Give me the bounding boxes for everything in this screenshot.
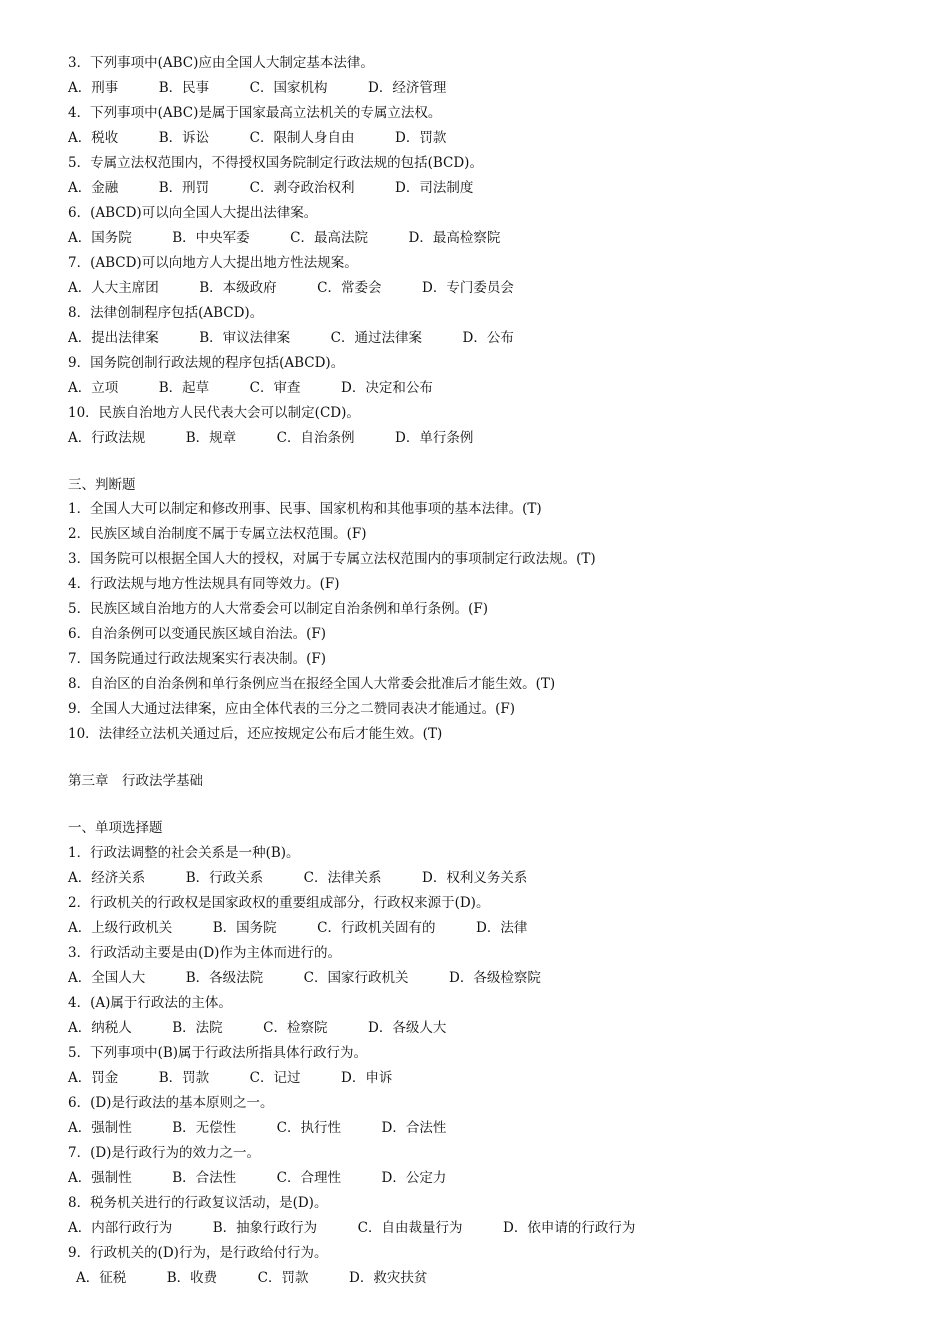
text-line: A．国务院 B．中央军委 C．最高法院 D．最高检察院 (68, 230, 501, 246)
text-line: A．税收 B．诉讼 C．限制人身自由 D．罚款 (68, 130, 447, 146)
text-line: 1．全国人大可以制定和修改刑事、民事、国家机构和其他事项的基本法律。(T) (68, 501, 542, 517)
text-line: 一、单项选择题 (68, 820, 163, 836)
text-line: A．上级行政机关 B．国务院 C．行政机关固有的 D．法律 (68, 920, 528, 936)
text-line: A．立项 B．起草 C．审查 D．决定和公布 (68, 380, 433, 396)
text-line: A．全国人大 B．各级法院 C．国家行政机关 D．各级检察院 (68, 970, 541, 986)
text-line: A．强制性 B．无偿性 C．执行性 D．合法性 (68, 1120, 447, 1136)
text-line: 7．(D)是行政行为的效力之一。 (68, 1145, 260, 1161)
text-line: 2．民族区域自治制度不属于专属立法权范围。(F) (68, 526, 367, 542)
text-line: A．刑事 B．民事 C．国家机构 D．经济管理 (68, 80, 447, 96)
text-line: 9．全国人大通过法律案，应由全体代表的三分之二赞同表决才能通过。(F) (68, 701, 515, 717)
text-line: 2．行政机关的行政权是国家政权的重要组成部分，行政权来源于(D)。 (68, 895, 490, 911)
text-line: A．强制性 B．合法性 C．合理性 D．公定力 (68, 1170, 447, 1186)
text-line: 7．(ABCD)可以向地方人大提出地方性法规案。 (68, 255, 358, 271)
text-line: 10．民族自治地方人民代表大会可以制定(CD)。 (68, 405, 360, 421)
text-line: 5．民族区域自治地方的人大常委会可以制定自治条例和单行条例。(F) (68, 601, 488, 617)
text-line: 5．专属立法权范围内，不得授权国务院制定行政法规的包括(BCD)。 (68, 155, 483, 171)
text-line: A．经济关系 B．行政关系 C．法律关系 D．权利义务关系 (68, 870, 528, 886)
text-line: 8．法律创制程序包括(ABCD)。 (68, 305, 264, 321)
text-line: 8．税务机关进行的行政复议活动，是(D)。 (68, 1195, 328, 1211)
text-line: 3．下列事项中(ABC)应由全国人大制定基本法律。 (68, 55, 374, 71)
text-line: A．内部行政行为 B．抽象行政行为 C．自由裁量行为 D．依申请的行政行为 (68, 1220, 636, 1236)
text-line: 第三章 行政法学基础 (68, 773, 203, 789)
text-line: 8．自治区的自治条例和单行条例应当在报经全国人大常委会批准后才能生效。(T) (68, 676, 556, 692)
text-line: 7．国务院通过行政法规案实行表决制。(F) (68, 651, 326, 667)
text-line: A．罚金 B．罚款 C．记过 D．申诉 (68, 1070, 393, 1086)
text-line: A．纳税人 B．法院 C．检察院 D．各级人大 (68, 1020, 447, 1036)
text-line: 三、判断题 (68, 477, 136, 493)
text-line: 5．下列事项中(B)属于行政法所指具体行政行为。 (68, 1045, 368, 1061)
text-line: 1．行政法调整的社会关系是一种(B)。 (68, 845, 300, 861)
text-line: 4．行政法规与地方性法规具有同等效力。(F) (68, 576, 340, 592)
text-line: 10．法律经立法机关通过后，还应按规定公布后才能生效。(T) (68, 726, 443, 742)
text-line: 6．自治条例可以变通民族区域自治法。(F) (68, 626, 326, 642)
text-line: 6．(D)是行政法的基本原则之一。 (68, 1095, 274, 1111)
text-line: A．提出法律案 B．审议法律案 C．通过法律案 D．公布 (68, 330, 514, 346)
text-line: 9．行政机关的(D)行为，是行政给付行为。 (68, 1245, 328, 1261)
text-line: 3．行政活动主要是由(D)作为主体而进行的。 (68, 945, 341, 961)
text-line: 6．(ABCD)可以向全国人大提出法律案。 (68, 205, 318, 221)
text-line: A．行政法规 B．规章 C．自治条例 D．单行条例 (68, 430, 474, 446)
text-line: 3．国务院可以根据全国人大的授权，对属于专属立法权范围内的事项制定行政法规。(T) (68, 551, 596, 567)
text-line: A．征税 B．收费 C．罚款 D．救灾扶贫 (76, 1270, 428, 1286)
text-line: A．人大主席团 B．本级政府 C．常委会 D．专门委员会 (68, 280, 514, 296)
text-line: 9．国务院创制行政法规的程序包括(ABCD)。 (68, 355, 345, 371)
text-line: 4．下列事项中(ABC)是属于国家最高立法机关的专属立法权。 (68, 105, 442, 121)
text-line: A．金融 B．刑罚 C．剥夺政治权利 D．司法制度 (68, 180, 474, 196)
text-line: 4．(A)属于行政法的主体。 (68, 995, 232, 1011)
